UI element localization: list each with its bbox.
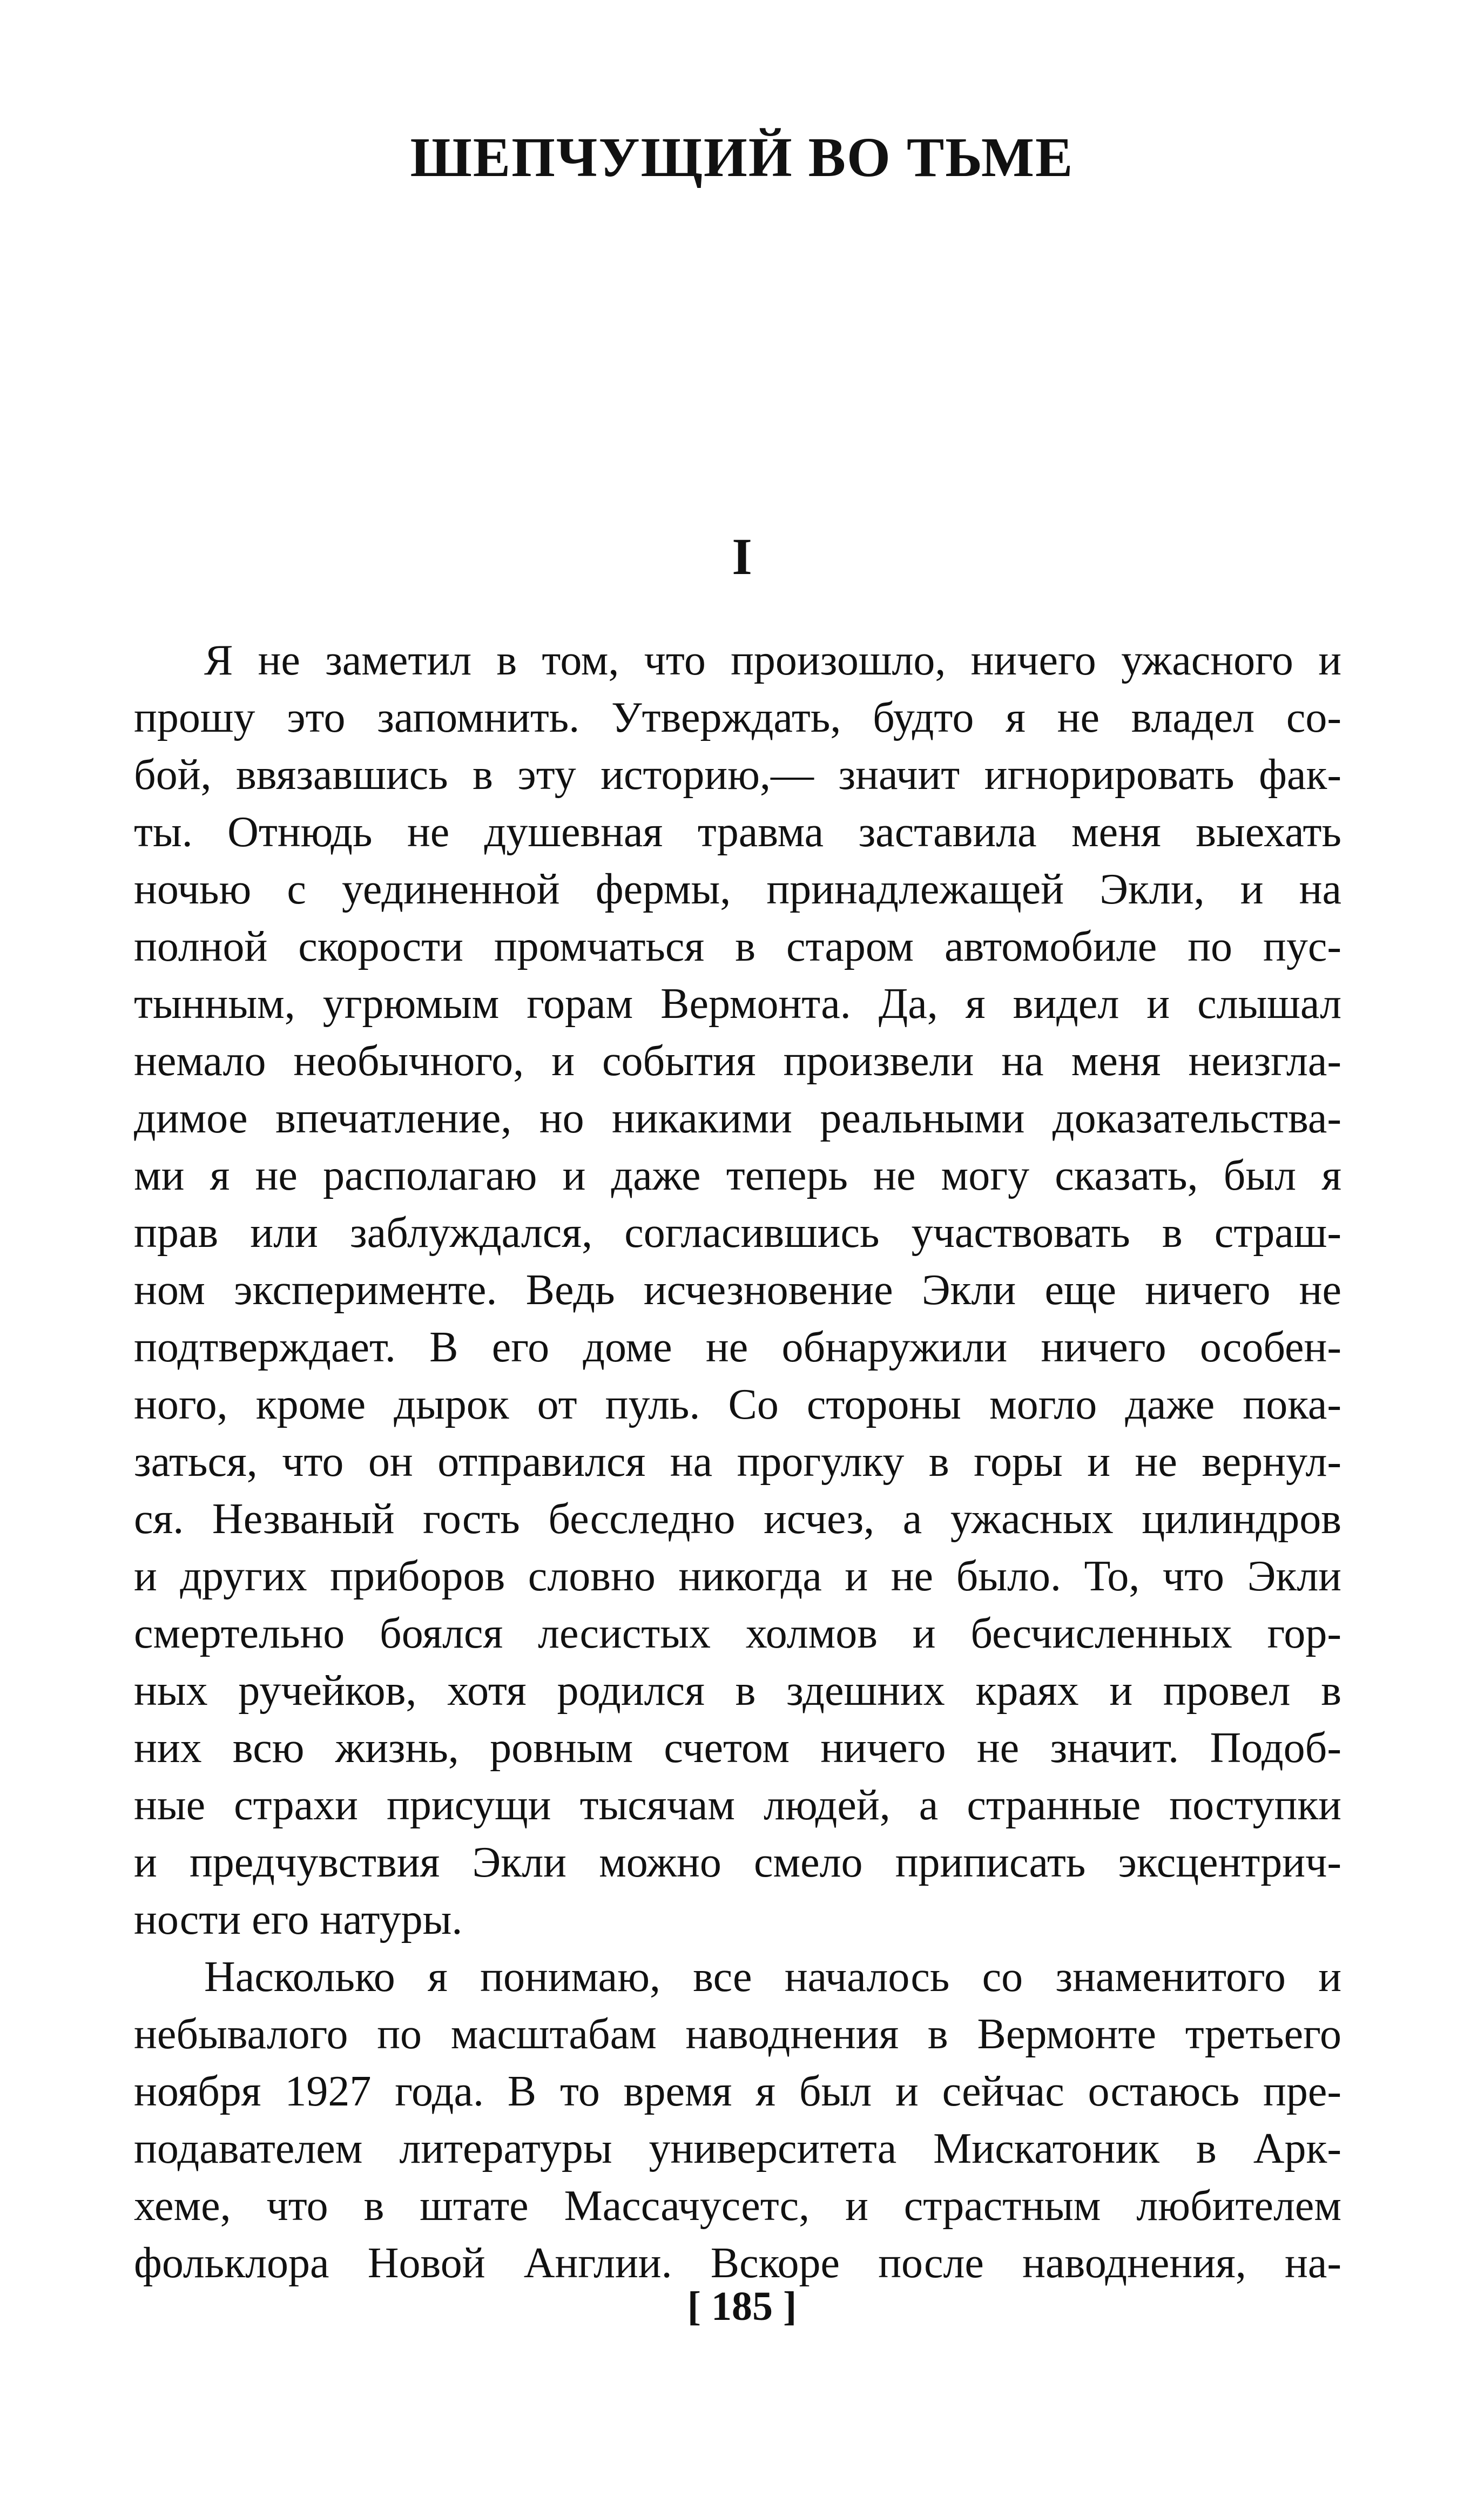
text-line: ся. Незваный гость бесследно исчез, а ужасных цилиндров — [134, 1495, 1341, 1543]
text-line: смертельно боялся лесистых холмов и бесчисленных гор- — [134, 1610, 1341, 1657]
text-line: хеме, что в штате Массачусетс, и страстным любителем — [134, 2182, 1341, 2230]
text-line: бой, ввязавшись в эту историю,— значит игнорировать фак- — [134, 751, 1341, 799]
text-line: ноября 1927 года. В то время я был и сейчас остаюсь пре- — [134, 2068, 1341, 2115]
text-line: и предчувствия Экли можно смело приписать эксцентрич- — [134, 1839, 1341, 1886]
chapter-number: I — [732, 528, 752, 585]
text-line: фольклора Новой Англии. Вскоре после наводнения, на- — [134, 2239, 1341, 2287]
text-line: ми я не располагаю и даже теперь не могу сказать, был я — [134, 1152, 1341, 1199]
page-number: [ 185 ] — [687, 2284, 797, 2329]
text-line: ности его натуры. — [134, 1896, 463, 1943]
text-line: димое впечатление, но никакими реальными доказательства- — [134, 1095, 1341, 1142]
text-line: подавателем литературы университета Мискатоник в Арк- — [134, 2125, 1341, 2172]
text-line: прав или заблуждался, согласившись участвовать в страш- — [134, 1209, 1341, 1257]
text-line: ные страхи присущи тысячам людей, а странные поступки — [134, 1781, 1341, 1829]
text-line: и других приборов словно никогда и не было. То, что Экли — [134, 1553, 1341, 1600]
text-line: немало необычного, и события произвели на меня неизгла- — [134, 1037, 1341, 1085]
text-line: полной скорости промчаться в старом автомобиле по пус- — [134, 923, 1341, 970]
text-line: заться, что он отправился на прогулку в горы и не вернул- — [134, 1438, 1341, 1486]
story-title: ШЕПЧУЩИЙ ВО ТЬМЕ — [410, 126, 1074, 188]
body-text — [134, 632, 1341, 2292]
text-line: ночью с уединенной фермы, принадлежащей Экли, и на — [134, 866, 1341, 913]
text-line: ных ручейков, хотя родился в здешних краях и провел в — [134, 1667, 1341, 1715]
text-line: подтверждает. В его доме не обнаружили ничего особен- — [134, 1324, 1341, 1371]
text-line: ного, кроме дырок от пуль. Со стороны могло даже пока- — [134, 1381, 1341, 1428]
text-line: прошу это запомнить. Утверждать, будто я не владел со- — [134, 694, 1341, 741]
text-line: ты. Отнюдь не душевная травма заставила меня выехать — [134, 808, 1341, 856]
text-line: них всю жизнь, ровным счетом ничего не значит. Подоб- — [134, 1724, 1341, 1772]
text-line: тынным, угрюмым горам Вермонта. Да, я видел и слышал — [134, 980, 1341, 1028]
text-line: Я не заметил в том, что произошло, ничего ужасного и — [204, 637, 1341, 684]
text-line: ном эксперименте. Ведь исчезновение Экли еще ничего не — [134, 1266, 1341, 1314]
text-line: Насколько я понимаю, все началось со знаменитого и — [204, 1953, 1341, 2001]
text-line: небывалого по масштабам наводнения в Вермонте третьего — [134, 2010, 1341, 2058]
